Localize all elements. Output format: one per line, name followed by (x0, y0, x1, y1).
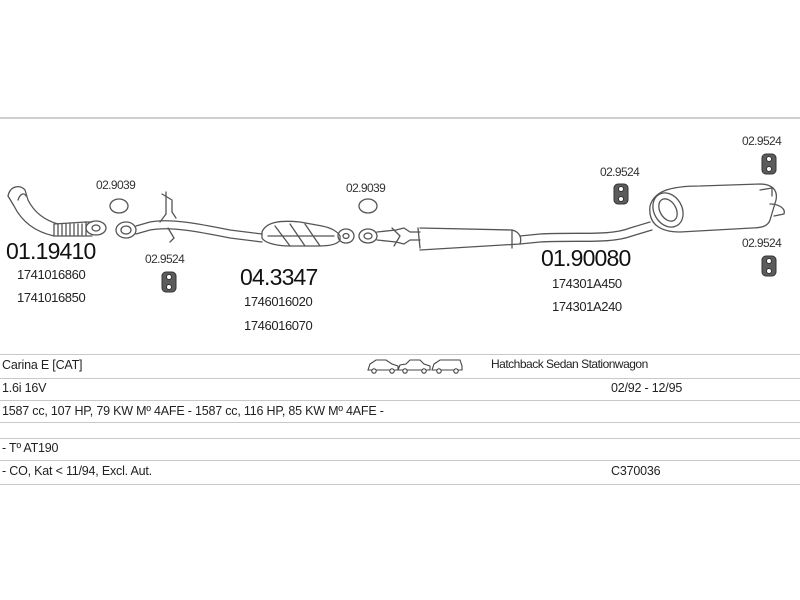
front-pipe-number: 01.19410 (6, 238, 96, 264)
rubber-label-3: 02.9524 (742, 134, 782, 148)
catalyst-oem-1: 1746016020 (244, 294, 313, 309)
table-divider (0, 378, 800, 379)
middle-pipe-drawing (136, 192, 262, 242)
gasket-ring-1 (110, 199, 128, 213)
rear-section-oem-2: 174301A240 (552, 299, 622, 314)
gasket-ring-2 (359, 199, 377, 213)
catalyst-number: 04.3347 (240, 264, 318, 290)
rubber-label-2: 02.9524 (600, 165, 640, 179)
rear-section-oem-1: 174301A450 (552, 276, 622, 291)
rear-section-drawing (377, 184, 784, 250)
car-body-icons (368, 360, 462, 373)
gasket-label-1: 02.9039 (96, 178, 136, 192)
body-types-cell: Hatchback Sedan Stationwagon (491, 357, 648, 371)
code-cell: C370036 (611, 464, 661, 478)
rubber-mount-4 (762, 256, 776, 276)
table-divider (0, 422, 800, 423)
notes-cell: - CO, Kat < 11/94, Excl. Aut. (2, 464, 152, 478)
flange-2 (359, 229, 377, 243)
chassis-cell: - Tº AT190 (2, 441, 59, 455)
gasket-label-2: 02.9039 (346, 181, 386, 195)
catalyst-drawing (262, 221, 354, 246)
rubber-mount-1 (162, 272, 176, 292)
rubber-mount-3 (762, 154, 776, 174)
stationwagon-icon (432, 360, 462, 373)
front-pipe-drawing (8, 187, 106, 236)
table-divider (0, 460, 800, 461)
table-divider (0, 438, 800, 439)
front-pipe-oem-2: 1741016850 (17, 290, 86, 305)
sedan-icon (398, 360, 430, 373)
table-divider (0, 484, 800, 485)
years-cell: 02/92 - 12/95 (611, 381, 683, 395)
specs-cell: 1587 cc, 107 HP, 79 KW Mº 4AFE - 1587 cc, 116 HP, 85 KW Mº 4AFE - (2, 404, 384, 418)
flange-1 (116, 222, 136, 238)
table-divider (0, 354, 800, 355)
rubber-label-1: 02.9524 (145, 252, 185, 266)
rubber-mount-2 (614, 184, 628, 204)
rear-section-number: 01.90080 (541, 245, 631, 271)
engine-cell: 1.6i 16V (2, 381, 47, 395)
rubber-label-4: 02.9524 (742, 236, 782, 250)
catalyst-oem-2: 1746016070 (244, 318, 313, 333)
table-divider (0, 400, 800, 401)
model-cell: Carina E [CAT] (2, 358, 83, 372)
hatchback-icon (368, 360, 398, 373)
front-pipe-oem-1: 1741016860 (17, 267, 86, 282)
